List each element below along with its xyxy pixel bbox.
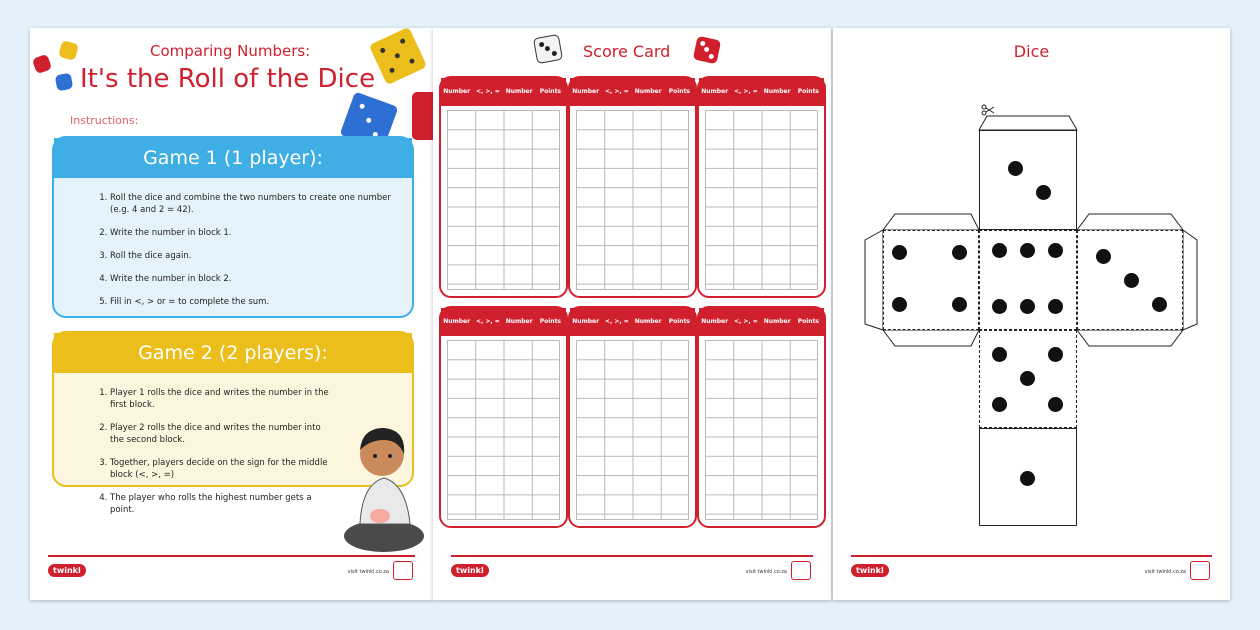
pip — [1036, 185, 1051, 200]
game2-title: Game 2 (2 players): — [54, 333, 412, 373]
page-title: Score Card — [583, 42, 671, 61]
score-grid[interactable] — [447, 110, 560, 290]
pip — [892, 297, 907, 312]
pip — [952, 245, 967, 260]
pip — [952, 297, 967, 312]
list-item: 2. Write the number in block 1. — [110, 227, 394, 239]
pip — [1008, 161, 1023, 176]
score-card — [439, 306, 568, 528]
score-card-page — [433, 28, 831, 600]
list-item: 3. Together, players decide on the sign for the middle block (<, >, =) — [110, 457, 332, 481]
score-grid[interactable] — [705, 340, 818, 520]
list-item: 4. Write the number in block 2. — [110, 273, 394, 285]
score-card-header — [570, 308, 695, 336]
score-card-header — [441, 78, 566, 106]
dice-face-4 — [883, 230, 979, 330]
pip — [1020, 471, 1035, 486]
pip — [992, 347, 1007, 362]
twinkl-logo: twinkl — [851, 564, 889, 577]
page-title: It's the Roll of the Dice — [80, 64, 376, 94]
column-header: Points — [668, 318, 691, 325]
column-header: Number — [505, 88, 533, 95]
score-card-header — [699, 78, 824, 106]
column-header: Number — [701, 318, 729, 325]
score-grid[interactable] — [576, 340, 689, 520]
column-header: Number — [572, 88, 600, 95]
pip — [1020, 299, 1035, 314]
twinkl-logo: twinkl — [48, 564, 86, 577]
score-card — [697, 306, 826, 528]
instructions-page — [30, 28, 433, 600]
pip — [1152, 297, 1167, 312]
column-header: <, >, = — [733, 318, 758, 325]
blue-dice-icon — [55, 73, 74, 92]
page-title: Dice — [1013, 42, 1050, 61]
column-header: Points — [668, 88, 691, 95]
dice-net-page — [833, 28, 1230, 600]
column-header: Number — [443, 318, 471, 325]
footer-divider — [451, 555, 813, 557]
dice-face-5 — [979, 330, 1077, 428]
pip — [1020, 371, 1035, 386]
pip — [1020, 243, 1035, 258]
child-illustration — [340, 404, 428, 554]
list-item: 1. Roll the dice and combine the two numbers to create one number (e.g. 4 and 2 = 42). — [110, 192, 394, 216]
pip — [1048, 347, 1063, 362]
badge-icon — [1190, 561, 1210, 580]
pip — [992, 299, 1007, 314]
column-header: Number — [572, 318, 600, 325]
score-card — [568, 306, 697, 528]
column-header: <, >, = — [604, 88, 629, 95]
footer-divider — [48, 555, 415, 557]
score-grid[interactable] — [576, 110, 689, 290]
score-card-header — [441, 308, 566, 336]
dice-face-1 — [979, 428, 1077, 526]
column-header: Points — [539, 88, 562, 95]
score-card — [697, 76, 826, 298]
column-header: <, >, = — [475, 88, 500, 95]
column-header: Points — [797, 88, 820, 95]
pip — [1048, 397, 1063, 412]
list-item: 5. Fill in <, > or = to complete the sum. — [110, 296, 394, 308]
list-item: 3. Roll the dice again. — [110, 250, 394, 262]
column-header: Number — [505, 318, 533, 325]
game1-box — [52, 136, 414, 318]
pip — [992, 397, 1007, 412]
score-card-header — [699, 308, 824, 336]
column-header: <, >, = — [475, 318, 500, 325]
pip — [992, 243, 1007, 258]
column-header: Number — [634, 88, 662, 95]
score-card-header — [570, 78, 695, 106]
column-header: Number — [701, 88, 729, 95]
game1-steps — [54, 178, 412, 308]
pip — [892, 245, 907, 260]
column-header: Number — [763, 88, 791, 95]
score-card — [568, 76, 697, 298]
badge-icon — [393, 561, 413, 580]
list-item: 2. Player 2 rolls the dice and writes the number into the second block. — [110, 422, 332, 446]
column-header: Number — [634, 318, 662, 325]
score-grid[interactable] — [447, 340, 560, 520]
list-item: 4. The player who rolls the highest number gets a point. — [110, 492, 332, 516]
badge-icon — [791, 561, 811, 580]
column-header: Number — [443, 88, 471, 95]
red-dice-icon — [693, 36, 721, 64]
footer-url: visit twinkl.co.za — [745, 569, 787, 575]
red-dice-icon — [412, 92, 433, 140]
twinkl-logo: twinkl — [451, 564, 489, 577]
yellow-dice-icon — [58, 40, 79, 61]
score-grid[interactable] — [705, 110, 818, 290]
column-header: <, >, = — [604, 318, 629, 325]
instructions-label: Instructions: — [70, 114, 139, 127]
pip — [1096, 249, 1111, 264]
pip — [1048, 243, 1063, 258]
red-dice-icon — [32, 54, 53, 75]
page-subtitle: Comparing Numbers: — [150, 42, 311, 60]
pip — [1124, 273, 1139, 288]
pip — [1048, 299, 1063, 314]
white-dice-icon — [533, 34, 563, 64]
column-header: <, >, = — [733, 88, 758, 95]
game1-title: Game 1 (1 player): — [54, 138, 412, 178]
footer-url: visit twinkl.co.za — [1144, 569, 1186, 575]
list-item: 1. Player 1 rolls the dice and writes the number in the first block. — [110, 387, 332, 411]
dice-face-3 — [1077, 230, 1183, 330]
dice-face-2 — [979, 130, 1077, 230]
score-card — [439, 76, 568, 298]
dice-face-6 — [979, 230, 1077, 330]
footer-divider — [851, 555, 1212, 557]
footer-url: visit twinkl.co.za — [347, 569, 389, 575]
yellow-dice-icon — [369, 27, 427, 85]
column-header: Number — [763, 318, 791, 325]
column-header: Points — [797, 318, 820, 325]
column-header: Points — [539, 318, 562, 325]
